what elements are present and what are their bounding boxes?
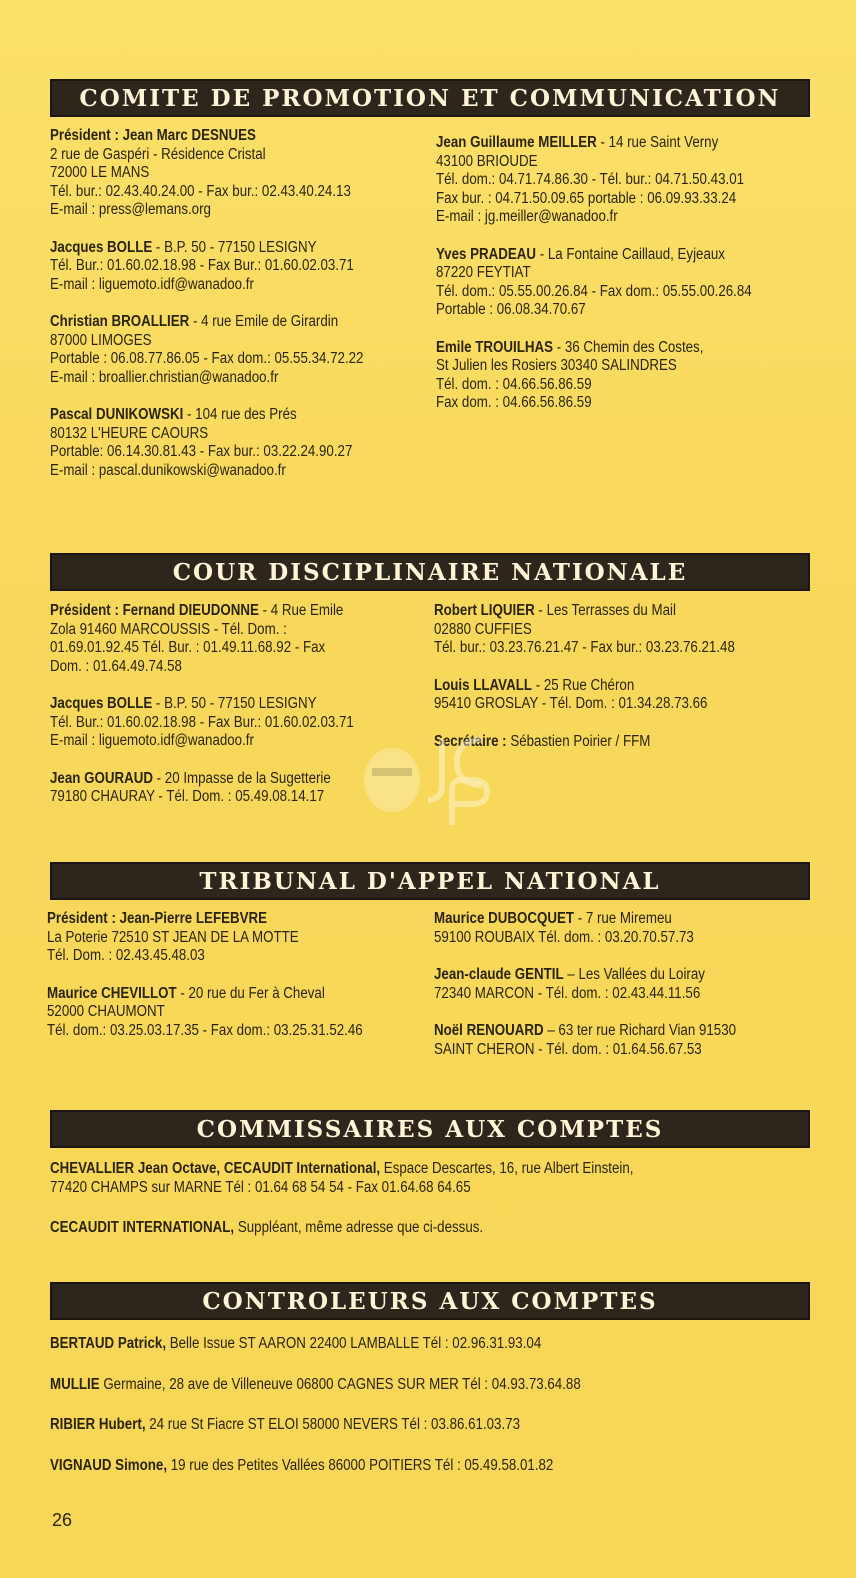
contact-detail-line: Tél. dom.: 04.71.74.86.30 - Tél. bur.: 04.71.50.43.01 bbox=[436, 171, 745, 188]
contact-name: Maurice CHEVILLOT bbox=[47, 984, 177, 1002]
contact-entry bbox=[47, 910, 363, 966]
contact-heading-line bbox=[50, 1219, 634, 1238]
contact-heading-line bbox=[50, 602, 354, 621]
contact-name: CECAUDIT INTERNATIONAL, bbox=[50, 1219, 235, 1236]
contact-heading-line bbox=[50, 127, 363, 146]
contact-detail-line: 87220 FEYTIAT bbox=[436, 264, 531, 281]
contact-detail-line: 87000 LIMOGES bbox=[50, 331, 152, 349]
contact-heading-line bbox=[50, 313, 363, 332]
contact-address: - 25 Rue Chéron bbox=[531, 676, 635, 694]
contact-heading-line bbox=[434, 602, 735, 621]
contact-name: Jean Guillaume MEILLER bbox=[436, 134, 597, 151]
comite-right-column bbox=[436, 134, 752, 432]
contact-heading-line bbox=[50, 239, 363, 258]
contact-detail-line: 01.69.01.92.45 Tél. Bur. : 01.49.11.68.92 - Fax bbox=[50, 639, 326, 656]
commissaires-list bbox=[50, 1160, 634, 1260]
contact-name: VIGNAUD Simone, bbox=[50, 1456, 168, 1474]
contact-address: - B.P. 50 - 77150 LESIGNY bbox=[152, 238, 317, 256]
contact-heading-line bbox=[47, 910, 363, 929]
section-banner-tribunal bbox=[50, 862, 810, 900]
contact-entry bbox=[436, 339, 752, 413]
contact-detail-line: 59100 ROUBAIX Tél. dom. : 03.20.70.57.73 bbox=[434, 928, 694, 946]
section-banner-cour bbox=[50, 553, 810, 591]
contact-address: - 7 rue Miremeu bbox=[573, 910, 672, 927]
section-title: CONTROLEURS AUX COMPTES bbox=[202, 1287, 658, 1315]
contact-entry bbox=[434, 602, 735, 658]
contact-detail-line: Fax dom. : 04.66.56.86.59 bbox=[436, 394, 592, 411]
contact-detail-line: 72340 MARCON - Tél. dom. : 02.43.44.11.56 bbox=[434, 984, 701, 1002]
section-banner-controleurs bbox=[50, 1282, 810, 1320]
contact-address: - Les Terrasses du Mail bbox=[534, 602, 676, 619]
contact-address: 24 rue St Fiacre ST ELOI 58000 NEVERS Tél : 03.86.61.03.73 bbox=[145, 1416, 520, 1433]
contact-entry bbox=[434, 910, 736, 947]
tribunal-right-column bbox=[434, 910, 736, 1078]
contact-entry bbox=[50, 1160, 634, 1197]
contact-detail-line: Tél. bur.: 03.23.76.21.47 - Fax bur.: 03.23.76.21.48 bbox=[434, 639, 735, 656]
contact-detail-line: Tél. Bur.: 01.60.02.18.98 - Fax Bur.: 01.60.02.03.71 bbox=[50, 257, 354, 274]
contact-address: Sébastien Poirier / FFM bbox=[506, 732, 651, 750]
contact-name: Louis LLAVALL bbox=[434, 676, 532, 694]
contact-entry bbox=[47, 985, 363, 1041]
contact-heading-line bbox=[47, 985, 363, 1004]
contact-name: Jean-claude GENTIL bbox=[434, 966, 564, 983]
contact-name: Jean GOURAUD bbox=[50, 769, 153, 787]
contact-heading-line bbox=[434, 677, 735, 696]
contact-detail-line: Tél. dom.: 05.55.00.26.84 - Fax dom.: 05.55.00.26.84 bbox=[436, 282, 752, 300]
contact-name: Président : Jean Marc DESNUES bbox=[50, 127, 256, 144]
contact-name: CHEVALLIER Jean Octave, CECAUDIT International, bbox=[50, 1160, 381, 1177]
contact-detail-line: Fax bur. : 04.71.50.09.65 portable : 06.09.93.33.24 bbox=[436, 189, 737, 207]
tribunal-left-column bbox=[47, 910, 363, 1059]
cour-left-column bbox=[50, 602, 354, 826]
contact-heading-line bbox=[50, 695, 354, 714]
contact-detail-line: Dom. : 01.64.49.74.58 bbox=[50, 657, 182, 675]
section-banner-commissaires bbox=[50, 1110, 810, 1148]
contact-detail-line: Tél. Dom. : 02.43.45.48.03 bbox=[47, 947, 205, 964]
contact-name: Président : Fernand DIEUDONNE bbox=[50, 602, 259, 619]
contact-heading-line bbox=[50, 1335, 581, 1354]
contact-detail-line: 79180 CHAURAY - Tél. Dom. : 05.49.08.14.17 bbox=[50, 788, 325, 805]
section-title: COMITE DE PROMOTION ET COMMUNICATION bbox=[79, 84, 781, 112]
contact-entry bbox=[50, 127, 363, 220]
contact-detail-line: 52000 CHAUMONT bbox=[47, 1003, 165, 1020]
contact-detail-line: Tél. Bur.: 01.60.02.18.98 - Fax Bur.: 01.60.02.03.71 bbox=[50, 713, 354, 731]
contact-heading-line bbox=[50, 770, 354, 789]
contact-name: MULLIE bbox=[50, 1375, 100, 1393]
contact-address: - La Fontaine Caillaud, Eyjeaux bbox=[536, 245, 725, 263]
contact-entry bbox=[434, 966, 736, 1003]
contact-entry bbox=[50, 239, 363, 295]
contact-heading-line bbox=[434, 910, 736, 929]
contact-detail-line: SAINT CHERON - Tél. dom. : 01.64.56.67.53 bbox=[434, 1040, 702, 1058]
contact-entry bbox=[436, 134, 752, 227]
contact-name: Christian BROALLIER bbox=[50, 313, 190, 330]
contact-entry bbox=[50, 1376, 581, 1395]
contact-detail-line: St Julien les Rosiers 30340 SALINDRES bbox=[436, 357, 677, 374]
contact-address: Belle Issue ST AARON 22400 LAMBALLE Tél : 02.96.31.93.04 bbox=[166, 1335, 542, 1352]
contact-name: BERTAUD Patrick, bbox=[50, 1335, 167, 1352]
contact-name: Noël RENOUARD bbox=[434, 1022, 544, 1039]
contact-address: - B.P. 50 - 77150 LESIGNY bbox=[152, 695, 317, 712]
section-title: TRIBUNAL D'APPEL NATIONAL bbox=[199, 867, 661, 895]
contact-heading-line bbox=[434, 966, 736, 985]
contact-detail-line: Portable: 06.14.30.81.43 - Fax bur.: 03.22.24.90.27 bbox=[50, 443, 353, 460]
contact-name: Robert LIQUIER bbox=[434, 602, 535, 619]
contact-address: - 20 rue du Fer à Cheval bbox=[176, 984, 325, 1002]
contact-address: - 36 Chemin des Costes, bbox=[553, 338, 704, 356]
contact-detail-line: Tél. bur.: 02.43.40.24.00 - Fax bur.: 02.43.40.24.13 bbox=[50, 182, 351, 200]
contact-detail-line: Tél. dom. : 04.66.56.86.59 bbox=[436, 375, 592, 393]
contact-name: RIBIER Hubert, bbox=[50, 1416, 146, 1433]
contact-detail-line: E-mail : liguemoto.idf@wanadoo.fr bbox=[50, 275, 254, 293]
contact-address: - 104 rue des Prés bbox=[183, 406, 297, 423]
contact-detail-line: Portable : 06.08.34.70.67 bbox=[436, 301, 586, 318]
contact-address: – Les Vallées du Loiray bbox=[563, 966, 705, 983]
contact-heading-line bbox=[436, 339, 752, 358]
contact-heading-line bbox=[50, 1376, 581, 1395]
contact-name: Pascal DUNIKOWSKI bbox=[50, 406, 184, 423]
contact-detail-line: E-mail : press@lemans.org bbox=[50, 201, 211, 218]
contact-entry bbox=[50, 406, 363, 480]
contact-heading-line bbox=[50, 1416, 581, 1435]
contact-detail-line: Zola 91460 MARCOUSSIS - Tél. Dom. : bbox=[50, 620, 287, 638]
contact-entry bbox=[434, 1022, 736, 1059]
contact-detail-line: 80132 L'HEURE CAOURS bbox=[50, 424, 209, 442]
contact-detail-line: E-mail : pascal.dunikowski@wanadoo.fr bbox=[50, 461, 286, 479]
contact-detail-line: E-mail : broallier.christian@wanadoo.fr bbox=[50, 368, 279, 386]
contact-address: 19 rue des Petites Vallées 86000 POITIERS Tél : 05.49.58.01.82 bbox=[167, 1456, 554, 1474]
logo-watermark bbox=[352, 730, 512, 830]
contact-entry bbox=[50, 1335, 581, 1354]
contact-heading-line bbox=[434, 1022, 736, 1041]
contact-detail-line: 77420 CHAMPS sur MARNE Tél : 01.64 68 54 54 - Fax 01.64.68 64.65 bbox=[50, 1178, 471, 1196]
comite-left-column bbox=[50, 127, 363, 499]
contact-entry bbox=[434, 677, 735, 714]
contact-heading-line bbox=[50, 406, 363, 425]
section-title: COUR DISCIPLINAIRE NATIONALE bbox=[172, 558, 688, 586]
contact-entry bbox=[50, 1219, 634, 1238]
contact-entry bbox=[436, 246, 752, 320]
contact-name: Maurice DUBOCQUET bbox=[434, 910, 574, 927]
contact-address: Suppléant, même adresse que ci-dessus. bbox=[234, 1219, 484, 1236]
contact-address: - 14 rue Saint Verny bbox=[596, 134, 719, 151]
contact-address: Germaine, 28 ave de Villeneuve 06800 CAGNES SUR MER Tél : 04.93.73.64.88 bbox=[99, 1375, 581, 1393]
contact-entry bbox=[50, 1416, 581, 1435]
contact-detail-line: 2 rue de Gaspéri - Résidence Cristal bbox=[50, 145, 266, 163]
contact-entry bbox=[50, 770, 354, 807]
contact-entry bbox=[50, 602, 354, 676]
contact-detail-line: E-mail : jg.meiller@wanadoo.fr bbox=[436, 208, 618, 225]
contact-name: Jacques BOLLE bbox=[50, 238, 153, 256]
section-banner-comite bbox=[50, 79, 810, 117]
contact-detail-line: Portable : 06.08.77.86.05 - Fax dom.: 05.55.34.72.22 bbox=[50, 350, 364, 367]
contact-heading-line bbox=[436, 134, 752, 153]
contact-name: Jacques BOLLE bbox=[50, 695, 153, 712]
contact-detail-line: E-mail : liguemoto.idf@wanadoo.fr bbox=[50, 732, 254, 749]
contact-heading-line bbox=[436, 246, 752, 265]
contact-entry bbox=[50, 1457, 581, 1476]
contact-detail-line: 02880 CUFFIES bbox=[434, 620, 532, 638]
section-title: COMMISSAIRES AUX COMPTES bbox=[196, 1115, 664, 1143]
contact-address: – 63 ter rue Richard Vian 91530 bbox=[543, 1022, 737, 1039]
controleurs-list bbox=[50, 1335, 581, 1497]
contact-detail-line: 43100 BRIOUDE bbox=[436, 152, 538, 170]
contact-detail-line: La Poterie 72510 ST JEAN DE LA MOTTE bbox=[47, 928, 299, 946]
contact-name: Président : Jean-Pierre LEFEBVRE bbox=[47, 910, 268, 927]
contact-detail-line: 95410 GROSLAY - Tél. Dom. : 01.34.28.73.66 bbox=[434, 695, 708, 712]
contact-address: - 20 Impasse de la Sugetterie bbox=[152, 769, 331, 787]
contact-detail-line: 72000 LE MANS bbox=[50, 164, 150, 181]
contact-name: Emile TROUILHAS bbox=[436, 338, 554, 356]
contact-name: Secrétaire : bbox=[434, 732, 507, 750]
contact-entry bbox=[50, 695, 354, 751]
contact-address: Espace Descartes, 16, rue Albert Einstein, bbox=[380, 1160, 634, 1177]
contact-entry bbox=[50, 313, 363, 387]
contact-heading-line bbox=[50, 1457, 581, 1476]
contact-address: - 4 rue Emile de Girardin bbox=[189, 313, 339, 330]
contact-heading-line bbox=[50, 1160, 634, 1179]
page-number: 26 bbox=[52, 1510, 73, 1530]
contact-name: Yves PRADEAU bbox=[436, 245, 537, 263]
contact-address: - 4 Rue Emile bbox=[258, 602, 344, 619]
contact-detail-line: Tél. dom.: 03.25.03.17.35 - Fax dom.: 03.25.31.52.46 bbox=[47, 1021, 363, 1039]
